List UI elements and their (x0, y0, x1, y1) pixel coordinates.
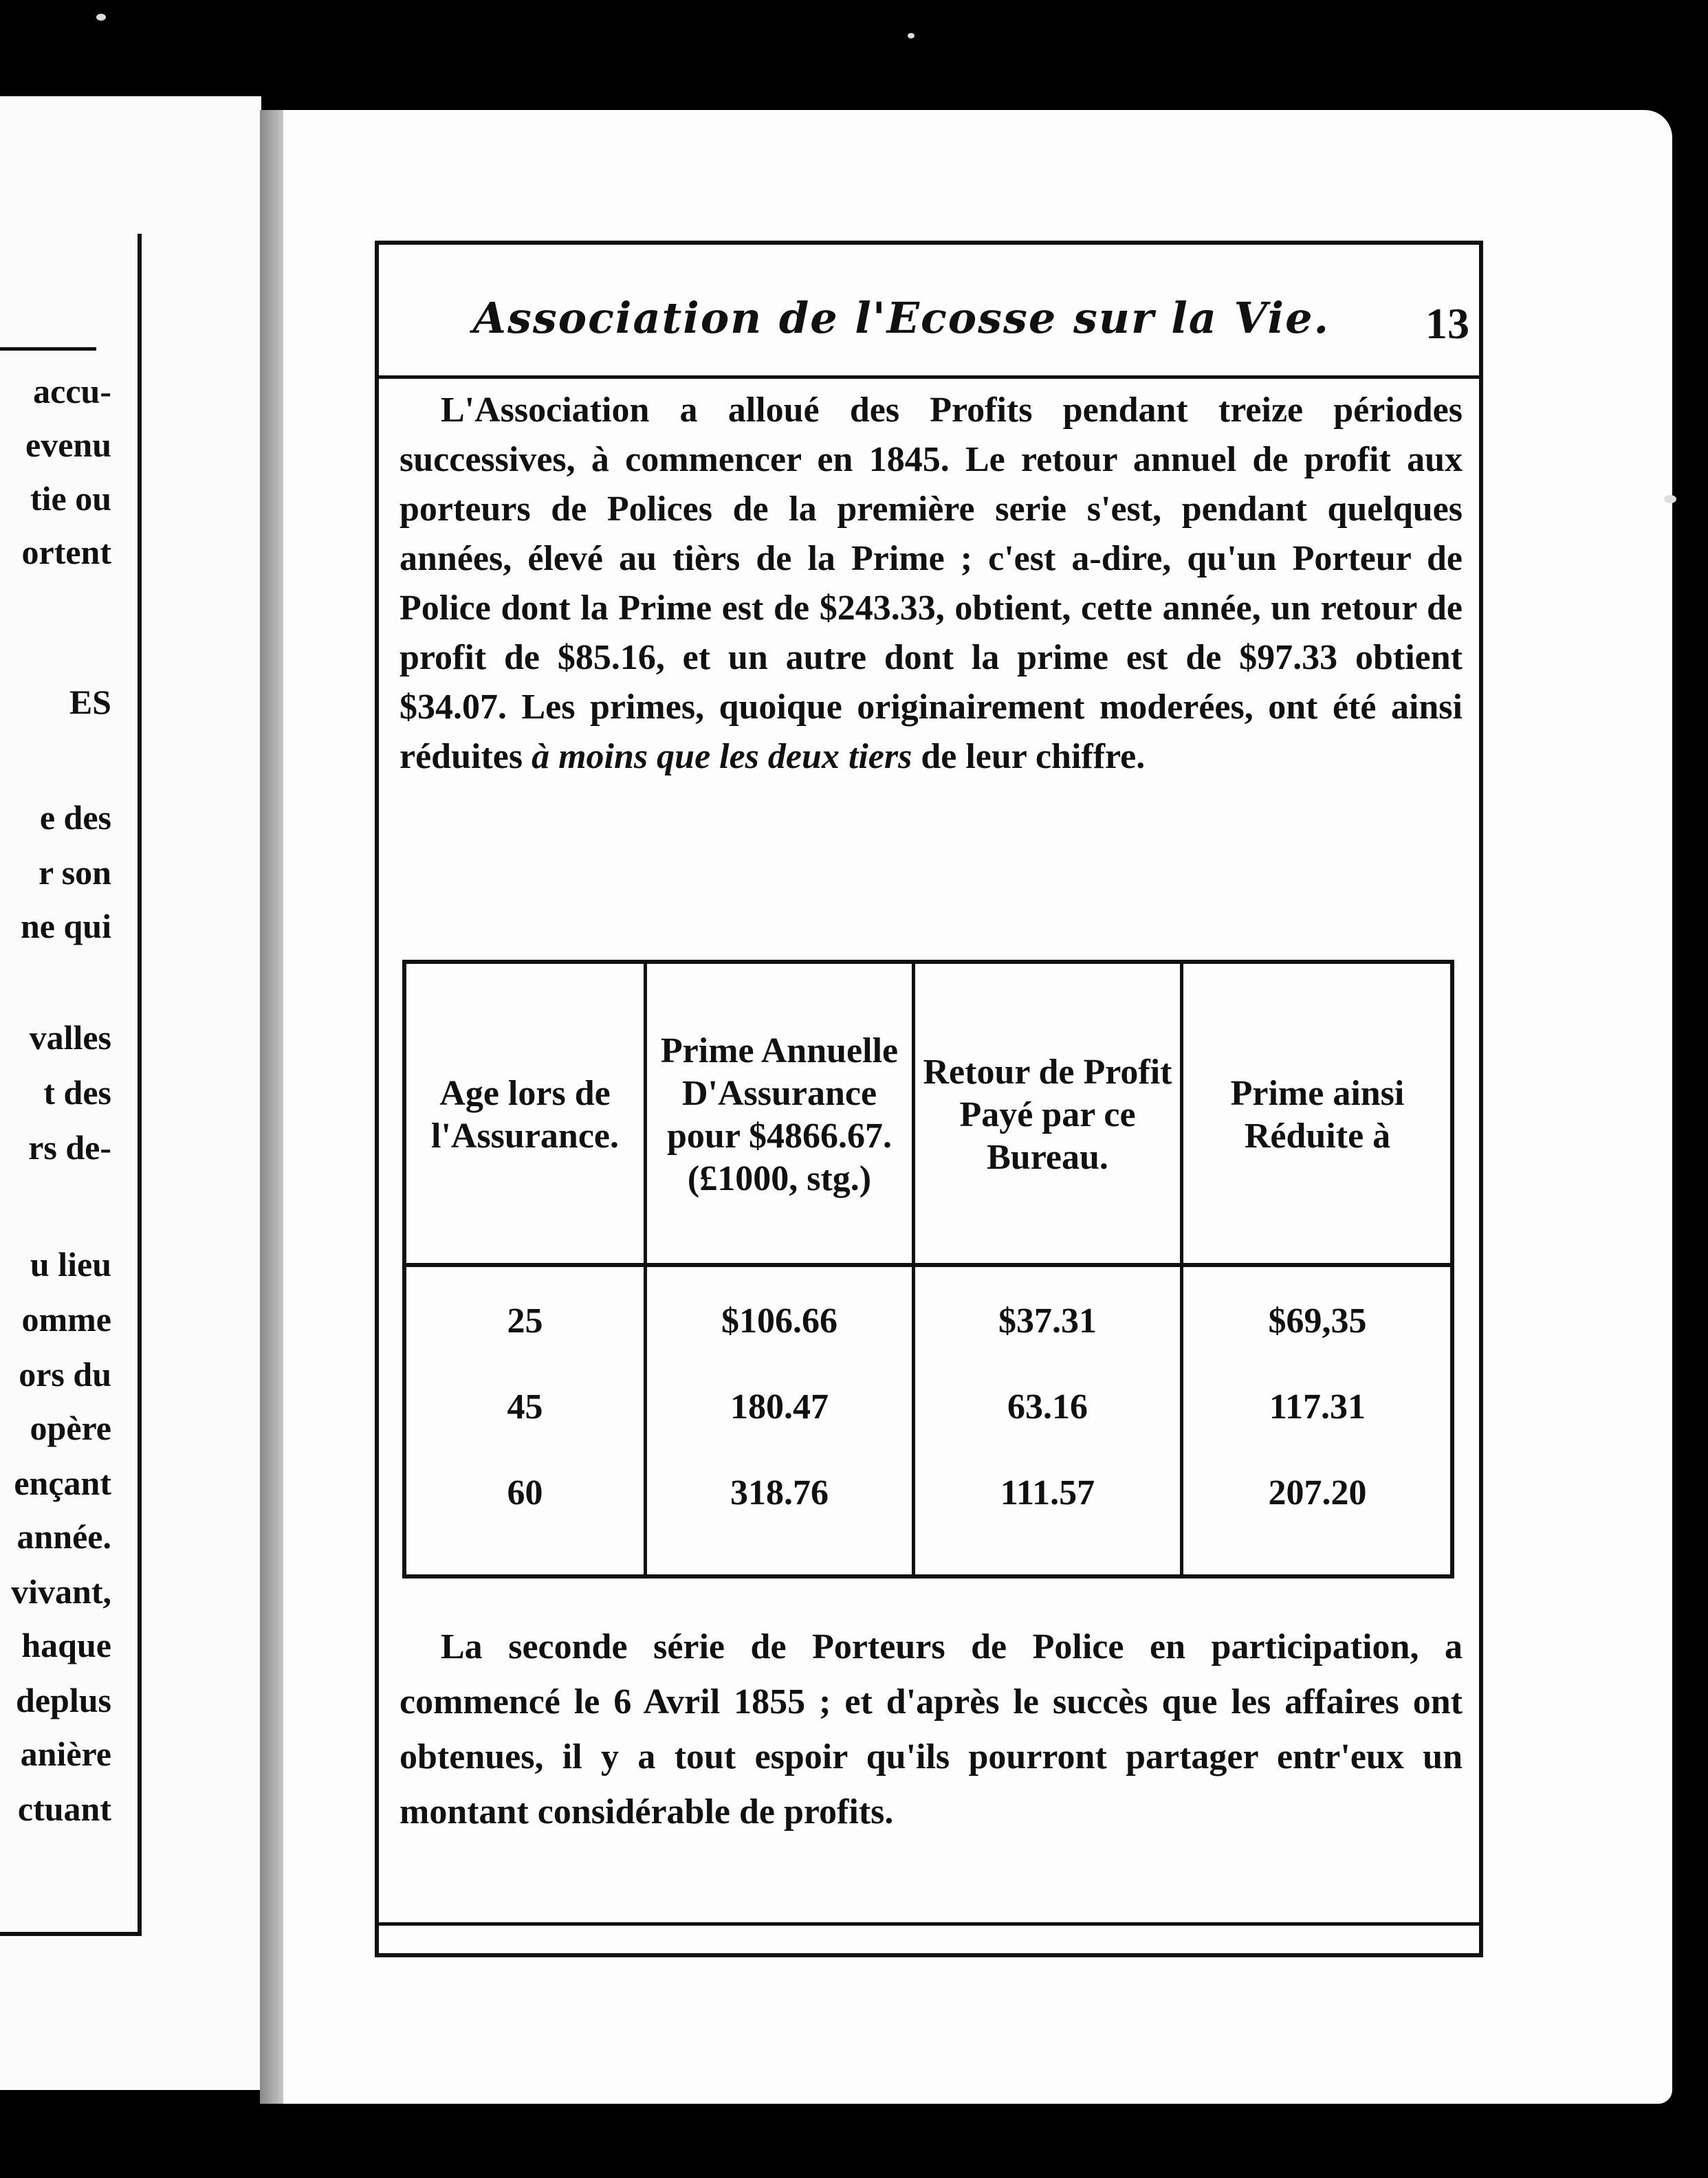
left-page-line: ortent (21, 533, 111, 571)
table-cell-return: 63.16 (1007, 1387, 1088, 1427)
header-profit-return: Retour de Profit Payé par ce Bureau. (923, 1053, 1172, 1177)
left-page-line: rs de- (28, 1128, 111, 1167)
scan-speck (96, 14, 106, 21)
table-cell-reduced: 207.20 (1268, 1473, 1367, 1512)
table-cell-age: 45 (507, 1387, 543, 1427)
table-cell-premium: 180.47 (730, 1387, 829, 1427)
paragraph-second-series (399, 1620, 1463, 1840)
left-page-line: tie ou (30, 479, 111, 518)
left-page-line: accu- (33, 372, 111, 410)
header-age: Age lors de l'Assurance. (431, 1074, 619, 1156)
table-cell-return: $37.31 (998, 1301, 1097, 1341)
left-page-line: u lieu (30, 1245, 111, 1284)
page-number: 13 (1425, 299, 1469, 348)
left-page-line: ençant (14, 1464, 111, 1502)
table-cell-return: 111.57 (1000, 1473, 1095, 1512)
table-cell-premium: $106.66 (721, 1301, 837, 1341)
page-frame (375, 241, 1483, 1957)
left-page-line: opère (30, 1409, 111, 1447)
header-annual-premium: Prime Annuelle D'Assurance pour $4866.67. (£1000, stg.) (660, 1031, 899, 1198)
table-cell-age: 25 (507, 1301, 543, 1341)
left-page-line: omme (21, 1300, 111, 1339)
paragraph-second-text: La seconde série de Porteurs de Police en participation, a commencé le 6 Avril 1855 ; et d'après le succès que les affaires ont obtenues, il y a tout espoir qu'ils pourront partager entr'eux un montant considérable de profits. (399, 1627, 1463, 1832)
table-header-rule (406, 1263, 1450, 1267)
left-page-line: vivant, (11, 1572, 111, 1611)
left-page-line: haque (21, 1626, 111, 1664)
running-head: Association de l'Ecosse sur la Vie. (472, 293, 1331, 343)
left-page-line: r son (38, 853, 111, 892)
paragraph-tail: de leur chiffre. (921, 737, 1146, 776)
header-reduced-premium: Prime ainsi Réduite à (1230, 1074, 1405, 1156)
left-page-line: deplus (16, 1681, 111, 1719)
table-cell-reduced: $69,35 (1268, 1301, 1367, 1341)
left-page-line: ne qui (20, 907, 111, 945)
table-cell-age: 60 (507, 1473, 543, 1512)
left-page-line: e des (39, 798, 111, 837)
premium-table (402, 960, 1454, 1578)
paragraph-profits (399, 386, 1463, 782)
left-page-line: ors du (19, 1355, 111, 1394)
scan-speck (1664, 495, 1676, 503)
left-page-line: ctuant (17, 1790, 111, 1828)
paragraph-main-text: L'Association a alloué des Profits pendant treize périodes successives, à commencer en 1845. Le retour annuel de profit aux porteurs de Polices de la première serie s'est, pendant quelques années, élevé au tièrs de la Prime ; c'est a-dire, qu'un Porteur de Police dont la Prime est de $243.33, obtient, cette année, un retour de profit de $85.16, et un autre dont la prime est de $97.33 obtient $34.07. Les primes, quoique originairement moderées, ont été ainsi réduites (399, 390, 1463, 776)
paragraph-emphasis: à moins que les deux tiers (532, 737, 912, 776)
left-page-line: anière (20, 1735, 111, 1773)
left-page-rule (0, 347, 96, 351)
left-page-line: valles (29, 1018, 111, 1057)
left-page-line: année. (17, 1517, 111, 1556)
table-cell-premium: 318.76 (730, 1473, 829, 1512)
header-rule (379, 375, 1479, 379)
left-page-line: t des (43, 1073, 111, 1112)
left-page-line: ES (69, 683, 111, 721)
left-page-line: evenu (25, 426, 111, 464)
scan-speck (908, 33, 915, 38)
table-cell-reduced: 117.31 (1269, 1387, 1366, 1427)
left-page (0, 96, 261, 2090)
bottom-rule (379, 1922, 1479, 1926)
